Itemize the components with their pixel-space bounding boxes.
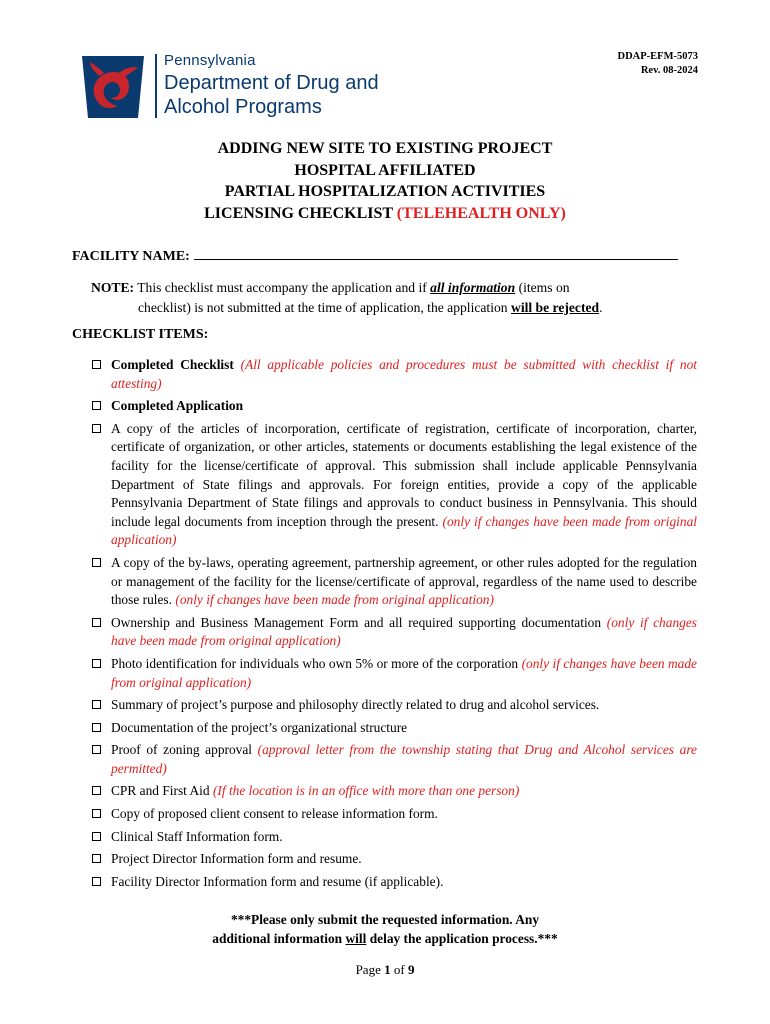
item-conditional-note: (only if changes have been made from original application) [111,655,697,690]
item-text: Copy of proposed client consent to release information form. [111,806,438,822]
note-text-3: checklist) is not submitted at the time of application, the application [138,300,508,315]
checklist-item [91,805,697,824]
logo-state-name: Pennsylvania [164,52,256,69]
checklist-item [91,696,697,715]
title-telehealth-tag: (TELEHEALTH ONLY) [396,204,566,222]
item-text: Photo identification for individuals who own 5% or more of the corporation [111,655,519,671]
item-text: Proof of zoning approval [111,742,253,758]
title-line-3: PARTIAL HOSPITALIZATION ACTIVITIES [224,183,546,200]
checklist-item [91,828,697,847]
facility-name-field[interactable] [194,246,678,260]
checklist-item [91,554,697,610]
item-conditional-note: (approval letter from the township stating that Drug and Alcohol services are permitted) [111,742,697,776]
form-identifier [618,50,698,78]
item-bold-text: Completed Application [111,398,244,414]
item-text: Ownership and Business Management Form and all required supporting documentation [111,614,602,630]
checkbox-icon[interactable] [92,809,101,818]
item-conditional-note: (All applicable policies and procedures must be submitted with checklist if not attesting) [111,357,697,391]
checkbox-icon[interactable] [92,877,101,886]
warning-text-pre: additional information [212,931,343,946]
warning-text-post: delay the application process.*** [369,931,558,946]
note-emphasis-rejected: will be rejected [511,300,600,315]
checkbox-icon[interactable] [92,360,101,369]
checkbox-icon[interactable] [92,618,101,627]
note-emphasis-all-information: all information [430,280,516,295]
keystone-icon [78,52,148,122]
checklist-item [91,741,697,778]
title-line-4-main: LICENSING CHECKLIST [204,204,393,222]
form-revision: Rev. 08-2024 [640,65,698,76]
checklist-heading: CHECKLIST ITEMS: [72,327,209,342]
logo-department-line2: Alcohol Programs [164,96,322,118]
item-text: A copy of the by-laws, operating agreement, partnership agreement, or other rules adopted for the regulation or management of the facility for the license/certificate of approval, regardless of the name used to describe those rules. [111,554,697,608]
submission-warning-line-1: ***Please only submit the requested information. Any [230,912,540,927]
page-label: Page [355,962,381,977]
note-text-2: (items on [518,280,570,295]
item-text: Clinical Staff Information form. [111,828,283,844]
checklist-item [91,397,697,416]
facility-name-row [72,246,678,265]
note-text-1: This checklist must accompany the application and if [137,280,427,295]
document-title [0,138,770,224]
facility-name-label: FACILITY NAME: [72,249,190,264]
checkbox-icon[interactable] [92,786,101,795]
submission-warning [0,910,770,948]
note-continuation [91,298,666,318]
title-line-2: HOSPITAL AFFILIATED [294,161,476,179]
checklist-item [91,614,697,651]
page-number [0,962,770,978]
item-conditional-note: (only if changes have been made from original application) [175,592,494,608]
checklist-item [91,850,697,869]
item-text: Documentation of the project’s organizational structure [111,719,408,735]
item-conditional-note: (only if changes have been made from original application) [111,513,697,548]
item-text: CPR and First Aid [111,783,210,799]
checkbox-icon[interactable] [92,424,101,433]
checkbox-icon[interactable] [92,700,101,709]
item-text: Facility Director Information form and resume (if applicable). [111,873,444,889]
note-text-4: . [599,300,603,315]
checklist-item [91,873,697,892]
item-text: A copy of the articles of incorporation, certificate of registration, certificate of incorporation, charter, certificate of organization, or other articles, statements or documents establishing the legal existence of the facility for the license/certificate of approval. This submission shall include applicable Pennsylvania Department of State filings and approvals. For foreign entities, provide a copy of the applicable Pennsylvania Department of State filings and approvals to conduct business in Pennsylvania. This should include legal documents from inception through the present. [111,420,697,529]
form-code: DDAP-EFM-5073 [617,51,698,62]
page-current: 1 [384,962,391,977]
item-text: Summary of project’s purpose and philosophy directly related to drug and alcohol services. [111,697,600,713]
item-bold-text: Completed Checklist [111,357,234,372]
checkbox-icon[interactable] [92,745,101,754]
submission-warning-line-2 [0,929,770,948]
checkbox-icon[interactable] [92,854,101,863]
checkbox-icon[interactable] [92,401,101,410]
item-conditional-note: (only if changes have been made from original application) [111,614,697,649]
checklist-items [91,356,697,895]
title-line-4 [0,203,770,225]
note-label: NOTE: [91,280,135,295]
ddap-logo [78,52,408,122]
checkbox-icon[interactable] [92,723,101,732]
checklist-item [91,655,697,692]
note-paragraph [91,278,666,318]
logo-department-line1: Department of Drug and [164,72,379,94]
logo-divider [155,54,157,118]
checkbox-icon[interactable] [92,558,101,567]
page-total: 9 [407,962,415,977]
checklist-item [91,356,697,393]
item-text: Project Director Information form and resume. [111,851,362,867]
title-line-1: ADDING NEW SITE TO EXISTING PROJECT [217,140,553,157]
checklist-item [91,719,697,738]
checklist-item [91,782,697,801]
checkbox-icon[interactable] [92,832,101,841]
warning-emphasis-will: will [345,931,367,946]
checklist-item [91,420,697,550]
item-conditional-note: (If the location is in an office with more than one person) [212,783,520,799]
page-of: of [393,962,405,977]
checkbox-icon[interactable] [92,659,101,668]
